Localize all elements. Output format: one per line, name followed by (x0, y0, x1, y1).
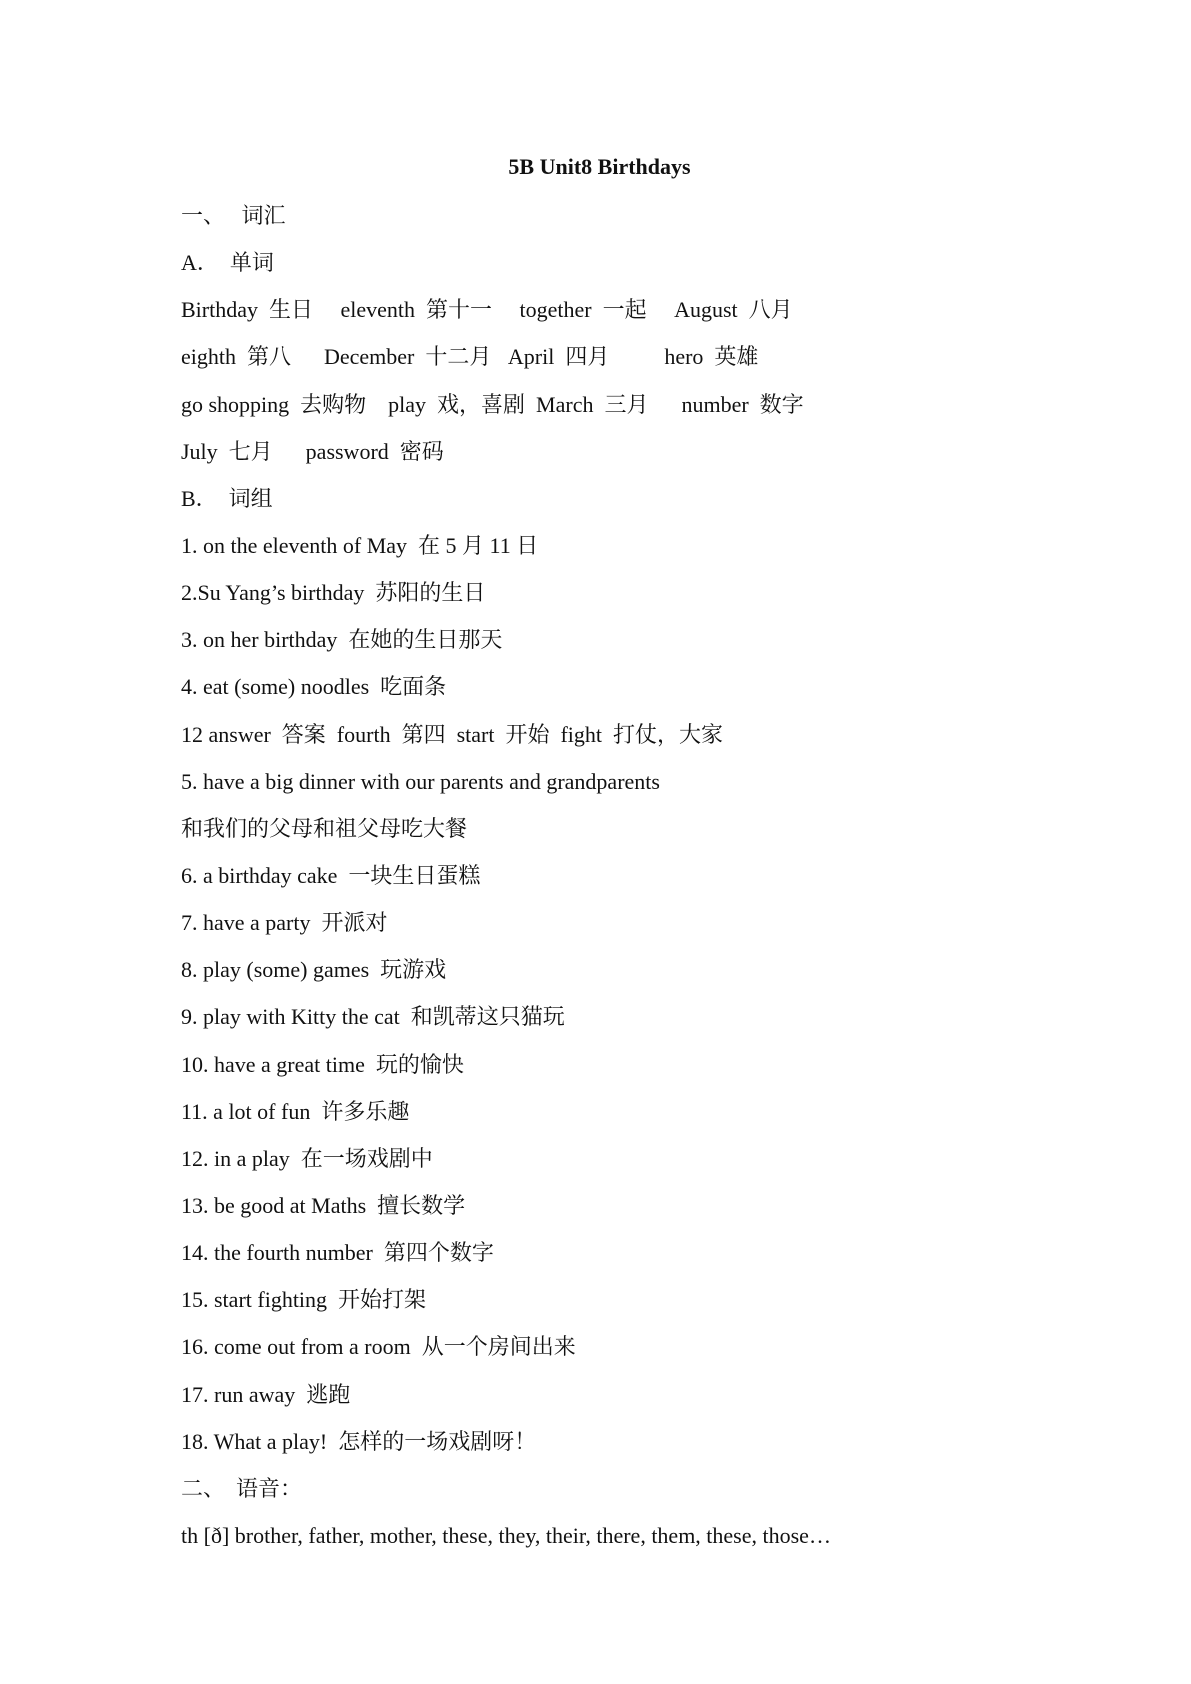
phrase-item: 7. have a party 开派对 (181, 910, 388, 936)
phrase-item: 3. on her birthday 在她的生日那天 (181, 627, 503, 653)
word-list-line: Birthday 生日 eleventh 第十一 together 一起 August 八月 (181, 297, 793, 323)
phrase-item: 1. on the eleventh of May 在 5 月 11 日 (181, 532, 539, 558)
phrase-item: 17. run away 逃跑 (181, 1381, 351, 1407)
phrase-item: 6. a birthday cake 一块生日蛋糕 (181, 862, 481, 888)
phrase-item: 5. have a big dinner with our parents and grandparents (181, 768, 660, 794)
phrase-item: 13. be good at Maths 擅长数学 (181, 1192, 466, 1218)
word-list-line: 12 answer 答案 fourth 第四 start 开始 fight 打仗，大家 (181, 721, 723, 747)
phrase-item: 10. have a great time 玩的愉快 (181, 1051, 464, 1077)
section-heading-phonics: 二、 语音： (181, 1475, 303, 1501)
phrase-item: 15. start fighting 开始打架 (181, 1287, 427, 1313)
document-body (181, 199, 1081, 1566)
word-list-line: go shopping 去购物 play 戏，喜剧 March 三月 number 数字 (181, 391, 804, 417)
phrase-item: 8. play (some) games 玩游戏 (181, 957, 447, 983)
section-heading-vocabulary: 一、 词汇 (181, 203, 286, 228)
subheading-phrases: B． 词组 (181, 485, 273, 511)
phrase-translation: 和我们的父母和祖父母吃大餐 (181, 815, 468, 841)
word-list-line: July 七月 password 密码 (181, 438, 444, 464)
phrase-item: 18. What a play! 怎样的一场戏剧呀！ (181, 1428, 537, 1454)
phrase-item: 11. a lot of fun 许多乐趣 (181, 1098, 410, 1124)
phrase-item: 2.Su Yang’s birthday 苏阳的生日 (181, 580, 486, 606)
phrase-item: 14. the fourth number 第四个数字 (181, 1240, 494, 1266)
phrase-item: 12. in a play 在一场戏剧中 (181, 1145, 433, 1171)
phrase-item: 9. play with Kitty the cat 和凯蒂这只猫玩 (181, 1004, 565, 1030)
document-title: 5B Unit8 Birthdays (508, 154, 691, 179)
phrase-item: 4. eat (some) noodles 吃面条 (181, 674, 447, 700)
phonics-line: th [ð] brother, father, mother, these, they, their, there, them, these, those… (181, 1522, 831, 1548)
word-list-line: eighth 第八 December 十二月 April 四月 hero 英雄 (181, 344, 759, 370)
subheading-words: A． 单词 (181, 250, 274, 276)
phrase-item: 16. come out from a room 从一个房间出来 (181, 1334, 576, 1360)
